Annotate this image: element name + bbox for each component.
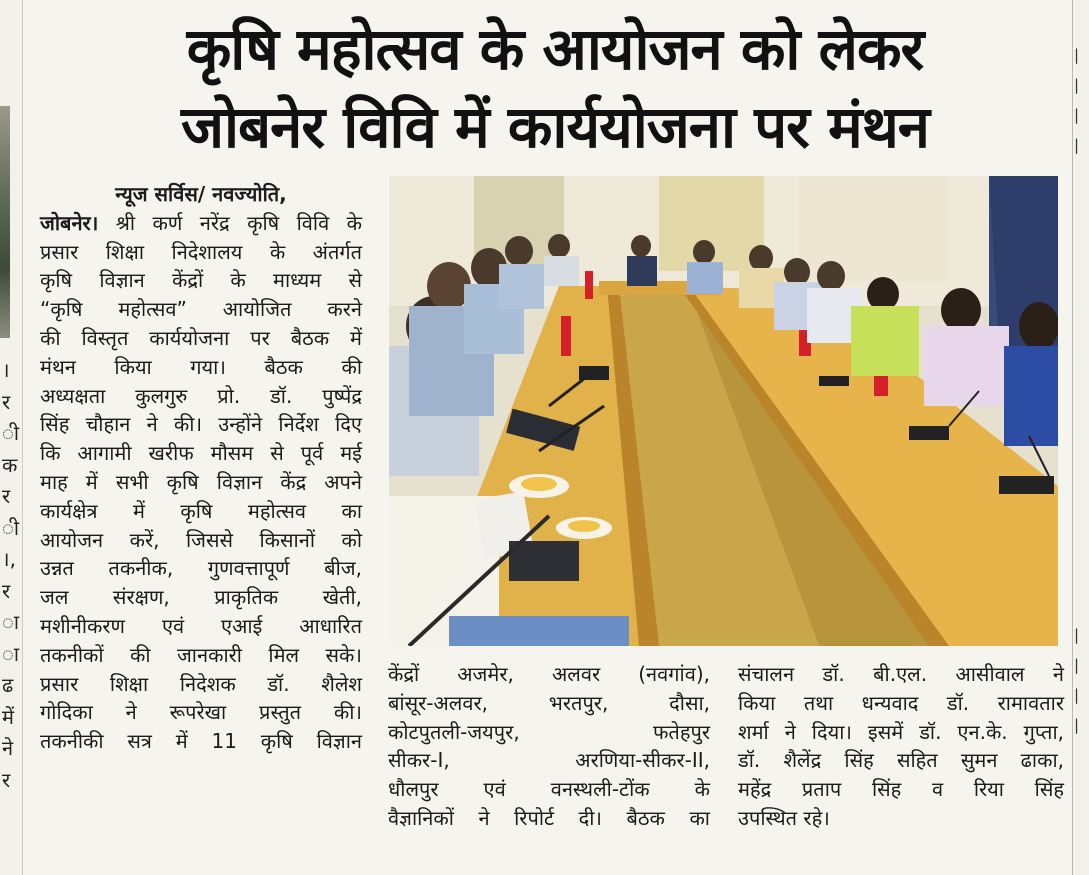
article-line: किया तथा धन्यवाद डॉ. रामावतार	[738, 690, 1064, 715]
article-line: डॉ. शैलेंद्र सिंह सहित सुमन ढाका,	[738, 748, 1064, 773]
adjacent-left-text: । र ी क र ी ।, र ा ा ढ में ने र	[2, 358, 20, 792]
article-line: अध्यक्षता कुलगुरु प्रो. डॉ. पुष्पेंद्र	[40, 383, 362, 408]
article-line: केंद्रों अजमेर, अलवर (नवगांव),	[388, 662, 710, 686]
headline-line-2: जोबनेर विवि में कार्ययोजना पर मंथन	[181, 93, 929, 161]
article-line: कृषि विज्ञान केंद्रों के माध्यम से	[40, 268, 362, 293]
headline	[40, 10, 1070, 166]
article-line: शर्मा ने दिया। इसमें डॉ. एन.के. गुप्ता,	[738, 719, 1064, 744]
adjacent-photo-edge	[0, 106, 10, 338]
article-line: उपस्थित रहे।	[738, 805, 830, 830]
article-line: मशीनीकरण एवं एआई आधारित	[40, 613, 362, 638]
byline: न्यूज सर्विस/ नवज्योति,	[115, 182, 287, 206]
article-line: माह में सभी कृषि विज्ञान केंद्र अपने	[40, 469, 362, 494]
article-line: श्री कर्ण नरेंद्र कृषि विवि के	[98, 210, 362, 235]
article-line: धौलपुर एवं वनस्थली-टोंक के	[388, 777, 710, 802]
article-line: बांसूर-अलवर, भरतपुर, दौसा,	[388, 690, 710, 715]
article-line: कोटपुतली-जयपुर, फतेहपुर	[388, 719, 710, 744]
adjacent-article-right	[1072, 0, 1089, 875]
article-line: कार्यक्षेत्र में कृषि महोत्सव का	[40, 498, 362, 523]
article-line: की विस्तृत कार्ययोजना पर बैठक में	[40, 325, 362, 350]
article-line: तकनीकी सत्र में 11 कृषि विज्ञान	[40, 729, 362, 754]
article-line: “कृषि महोत्सव” आयोजित करने	[40, 297, 362, 322]
article-line: जल संरक्षण, प्राकृतिक खेती,	[40, 585, 362, 610]
article-line: संचालन डॉ. बी.एल. आसीवाल ने	[738, 662, 1064, 686]
article-column-3	[738, 660, 1064, 833]
article-line: मंथन किया गया। बैठक की	[40, 354, 362, 379]
meeting-photo-illustration	[389, 176, 1058, 646]
article-line: वैज्ञानिकों ने रिपोर्ट दी। बैठक का	[388, 805, 710, 830]
article-line: गोदिका ने रूपरेखा प्रस्तुत की।	[40, 700, 362, 725]
headline-line-1: कृषि महोत्सव के आयोजन को लेकर	[186, 15, 924, 83]
article-line: सिंह चौहान ने की। उन्होंने निर्देश दिए	[40, 412, 362, 437]
article-line: सीकर-I, अरणिया-सीकर-II,	[388, 748, 710, 773]
article-line: तकनीकों की जानकारी मिल सके।	[40, 642, 362, 667]
article-column-1	[40, 180, 362, 756]
adjacent-article-left	[0, 0, 23, 875]
adjacent-right-text-top: | | | |	[1074, 46, 1080, 154]
article-line: प्रसार शिक्षा निदेशक डॉ. शैलेश	[40, 671, 362, 696]
article-line: आयोजन करें, जिससे किसानों को	[40, 527, 362, 552]
adjacent-right-text-bottom: | | | |	[1074, 626, 1080, 734]
article-line: प्रसार शिक्षा निदेशालय के अंतर्गत	[40, 239, 362, 264]
meeting-photo	[389, 176, 1058, 646]
article-column-2	[388, 660, 710, 833]
article-line: महेंद्र प्रताप सिंह व रिया सिंह	[738, 777, 1064, 802]
article-line: कि आगामी खरीफ मौसम से पूर्व मई	[40, 441, 362, 466]
article-line: उन्नत तकनीक, गुणवत्तापूर्ण बीज,	[40, 556, 362, 581]
dateline: जोबनेर।	[40, 210, 99, 235]
